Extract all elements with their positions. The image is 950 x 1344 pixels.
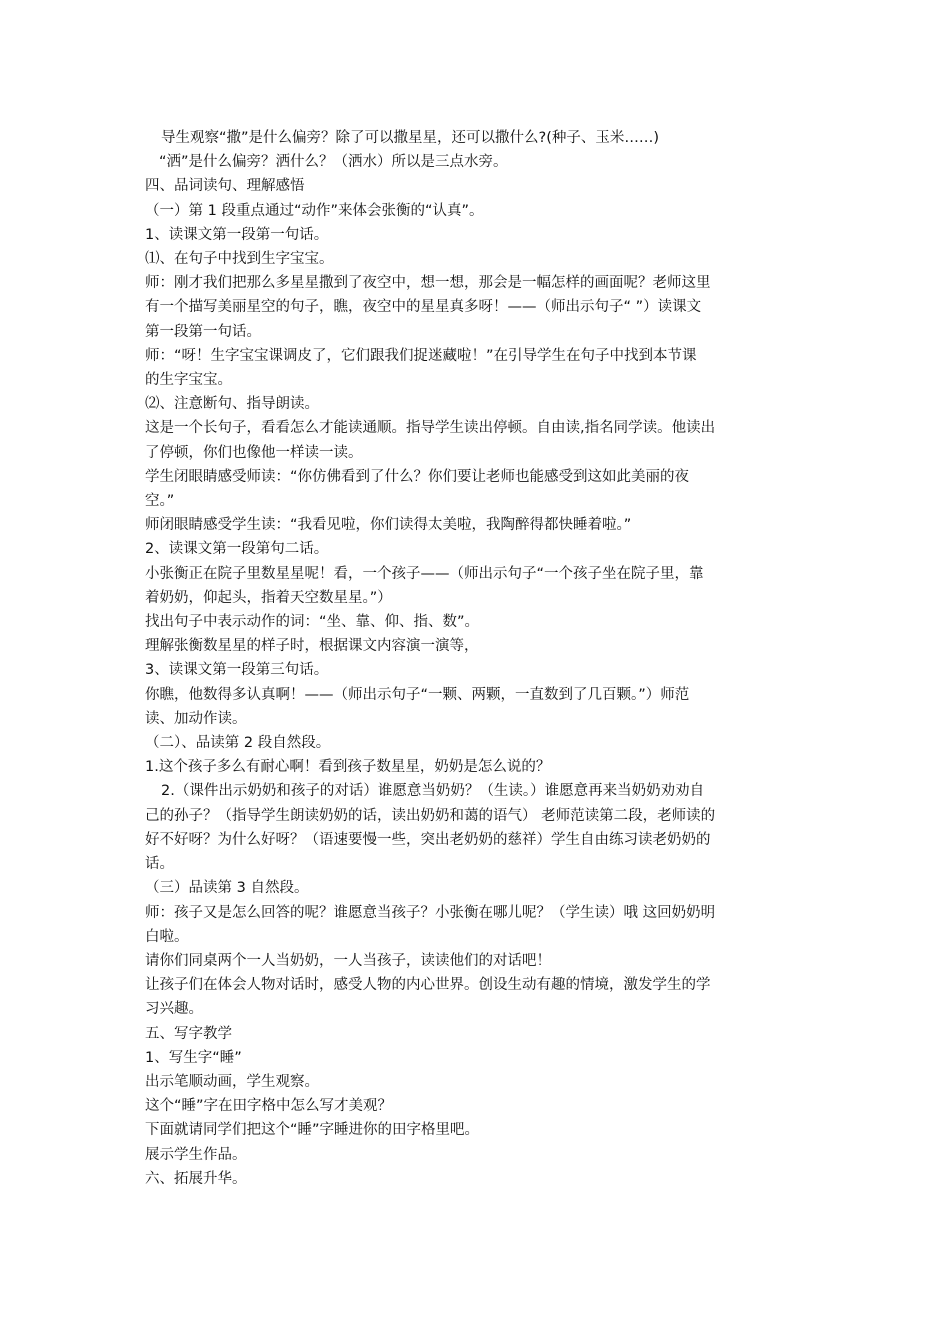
text-line: 学生闭眼睛感受师读：“你仿佛看到了什么？你们要让老师也能感受到这如此美丽的夜 — [145, 468, 690, 485]
text-line: 白啦。 — [145, 928, 189, 945]
text-line: 展示学生作品。 — [145, 1146, 247, 1163]
text-line: 着奶奶，仰起头，指着天空数星星。”） — [145, 589, 392, 606]
text-line: 1、写生字“睡” — [145, 1049, 242, 1066]
section-heading: 五、写字教学 — [145, 1025, 232, 1042]
text-line: 的生字宝宝。 — [145, 372, 232, 389]
text-line: 1.这个孩子多么有耐心啊！看到孩子数星星，奶奶是怎么说的？ — [145, 759, 551, 776]
subsection-heading: （一）第 1 段重点通过“动作”来体会张衡的“认真”。 — [145, 202, 484, 219]
text-line: 请你们同桌两个一人当奶奶，一人当孩子，读读他们的对话吧！ — [145, 952, 551, 969]
text-line: 师：刚才我们把那么多星星撒到了夜空中，想一想，那会是一幅怎样的画面呢？老师这里 — [145, 275, 711, 292]
text-line: 2、读课文第一段第句二话。 — [145, 541, 329, 558]
text-line: 第一段第一句话。 — [145, 323, 261, 340]
text-line: 己的孙子？（指导学生朗读奶奶的话，读出奶奶和蔼的语气） 老师范读第二段，老师读的 — [145, 807, 716, 824]
text-line: 导生观察“撒”是什么偏旁？除了可以撒星星，还可以撒什么?(种子、玉米……) — [161, 130, 660, 146]
text-line: 师闭眼睛感受学生读：“我看见啦，你们读得太美啦，我陶醉得都快睡着啦。” — [145, 517, 632, 534]
text-line: 空。” — [145, 493, 175, 510]
text-line: 这是一个长句子，看看怎么才能读通顺。指导学生读出停顿。自由读,指名同学读。他读出 — [145, 420, 716, 437]
text-line: 师：“呀！生字宝宝课调皮了，它们跟我们捉迷藏啦！”在引导学生在句子中找到本节课 — [145, 347, 697, 364]
text-line: 2.（课件出示奶奶和孩子的对话）谁愿意当奶奶？（生读。）谁愿意再来当奶奶劝劝自 — [161, 783, 705, 800]
text-line: 3、读课文第一段第三句话。 — [145, 662, 329, 679]
text-line: 让孩子们在体会人物对话时，感受人物的内心世界。创设生动有趣的情境，激发学生的学 — [145, 977, 711, 994]
text-line: 1、读课文第一段第一句话。 — [145, 226, 329, 243]
text-line: 出示笔顺动画，学生观察。 — [145, 1073, 319, 1090]
text-line: 下面就请同学们把这个“睡”字睡进你的田字格里吧。 — [145, 1122, 480, 1139]
text-line: 找出句子中表示动作的词：“坐、靠、仰、指、数”。 — [145, 614, 480, 631]
text-line: 了停顿，你们也像他一样读一读。 — [145, 444, 363, 461]
text-line: 读、加动作读。 — [145, 710, 247, 727]
text-line: 习兴趣。 — [145, 1001, 203, 1018]
subsection-heading: （三）品读第 3 自然段。 — [145, 880, 309, 897]
section-heading: 四、品词读句、理解感悟 — [145, 178, 305, 195]
text-line: 有一个描写美丽星空的句子，瞧，夜空中的星星真多呀！——（师出示句子“ ”）读课文 — [145, 299, 702, 316]
text-line: 这个“睡”字在田字格中怎么写才美观？ — [145, 1098, 393, 1115]
subsection-heading: （二）、品读第 2 段自然段。 — [145, 735, 331, 752]
text-line: ⑵、注意断句、指导朗读。 — [145, 396, 319, 413]
text-line: 话。 — [145, 856, 174, 873]
text-line: 你瞧，他数得多认真啊！——（师出示句子“一颗、两颗，一直数到了几百颗。”）师范 — [145, 686, 690, 703]
text-line: 师：孩子又是怎么回答的呢？谁愿意当孩子？小张衡在哪儿呢？（学生读）哦 这回奶奶明 — [145, 904, 716, 921]
text-line: ⑴、在句子中找到生字宝宝。 — [145, 251, 334, 268]
text-line: 理解张衡数星星的样子时，根据课文内容演一演等， — [145, 638, 479, 655]
text-line: “洒”是什么偏旁？洒什么？（洒水）所以是三点水旁。 — [159, 154, 508, 171]
document-body — [145, 126, 810, 1191]
section-heading: 六、拓展升华。 — [145, 1170, 247, 1187]
text-line: 好不好呀？为什么好呀？（语速要慢一些，突出老奶奶的慈祥）学生自由练习读老奶奶的 — [145, 831, 711, 848]
text-line: 小张衡正在院子里数星星呢！看，一个孩子——（师出示句子“一个孩子坐在院子里，靠 — [145, 565, 704, 582]
